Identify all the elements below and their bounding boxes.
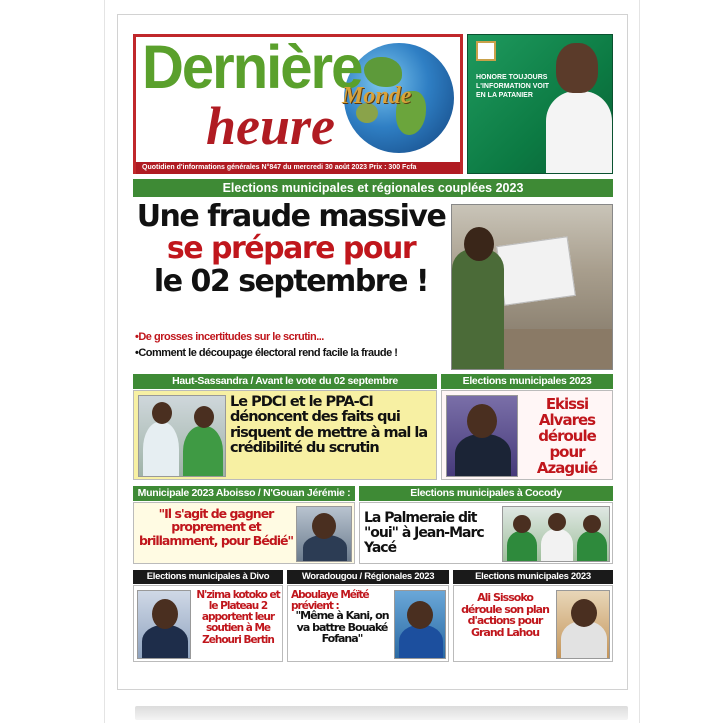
masthead-title-bottom: heure	[206, 96, 336, 156]
story7-photo	[394, 590, 446, 659]
story8-label: Elections municipales 2023	[453, 570, 613, 584]
ad-portrait-body	[546, 91, 612, 174]
ad-portrait	[546, 43, 608, 171]
photo-table	[492, 329, 613, 370]
headline-line-1: Une fraude massive	[136, 199, 446, 234]
photo-ballot-box	[496, 236, 576, 305]
story7-text: "Même à Kani, on va battre Bouaké Fofana"	[295, 609, 389, 646]
story4-photo	[296, 506, 352, 562]
main-photo	[451, 204, 613, 370]
next-page-edge	[135, 706, 628, 720]
story2-text: Le PDCI et le PPA-CI dénoncent des faits qui risquent de mettre à mal la crédibilité du scrutin	[230, 394, 428, 457]
story4-box[interactable]	[133, 502, 355, 564]
ad-portrait-head	[556, 43, 598, 93]
newspaper-front-page[interactable]	[133, 34, 613, 662]
main-headline[interactable]	[133, 201, 449, 298]
story2-box[interactable]	[133, 390, 437, 480]
story8-photo	[556, 590, 610, 659]
story3-label: Elections municipales 2023	[441, 374, 613, 389]
advertisement[interactable]	[467, 34, 613, 174]
story5-label: Elections municipales à Cocody	[359, 486, 613, 501]
story6-text: N'zima kotoko et le Plateau 2 apportent leur soutien à Me Zehouri Bertin	[196, 589, 280, 646]
ad-logo-icon	[476, 41, 496, 61]
story8-text: Ali Sissoko déroule son plan d'actions pour Grand Lahou	[461, 591, 549, 639]
story2-label: Haut-Sassandra / Avant le vote du 02 septembre	[133, 374, 437, 389]
story3-text: Ekissi Alvares déroule pour Azaguié	[536, 395, 598, 477]
story4-text: "Il s'agit de gagner proprement et brillamment, pour Bédié"	[138, 506, 294, 548]
masthead	[133, 34, 463, 174]
story2-photo	[138, 395, 226, 477]
masthead-title-top: Dernière	[142, 33, 362, 102]
story7-text-red: Aboulaye Méïté prévient :	[291, 589, 369, 613]
headline-line-2: se prépare pour	[166, 231, 416, 267]
story3-photo	[446, 395, 518, 477]
story4-label: Municipale 2023 Aboisso / N'Gouan Jérémie :	[133, 486, 355, 501]
story8-box[interactable]	[453, 585, 613, 662]
story7-box[interactable]	[287, 585, 449, 662]
bullet-2: •Comment le découpage électoral rend facile la fraude !	[135, 346, 398, 359]
story5-photo	[502, 506, 610, 562]
headline-line-3: le 02 septembre !	[153, 263, 429, 299]
section-band: Elections municipales et régionales couplées 2023	[133, 179, 613, 197]
story5-box[interactable]	[359, 502, 613, 564]
bullet-1: •De grosses incertitudes sur le scrutin...	[135, 331, 324, 343]
story5-text: La Palmeraie dit "oui" à Jean-Marc Yacé	[364, 510, 484, 556]
story3-box[interactable]	[441, 390, 613, 480]
story6-label: Elections municipales à Divo	[133, 570, 283, 584]
photo-person-head	[464, 227, 494, 261]
photo-person	[452, 249, 504, 370]
headline-bullets	[135, 330, 451, 362]
story6-photo	[137, 590, 191, 659]
masthead-issue-strip: Quotidien d'informations générales N°847 du mercredi 30 août 2023 Prix : 300 Fcfa	[136, 162, 460, 174]
ad-text: HONORE TOUJOURS L'INFORMATION VOIT EN LA PATANIER	[476, 74, 550, 100]
story7-label: Woradougou / Régionales 2023	[287, 570, 449, 584]
story6-box[interactable]	[133, 585, 283, 662]
masthead-globe-word: Monde	[342, 83, 412, 109]
